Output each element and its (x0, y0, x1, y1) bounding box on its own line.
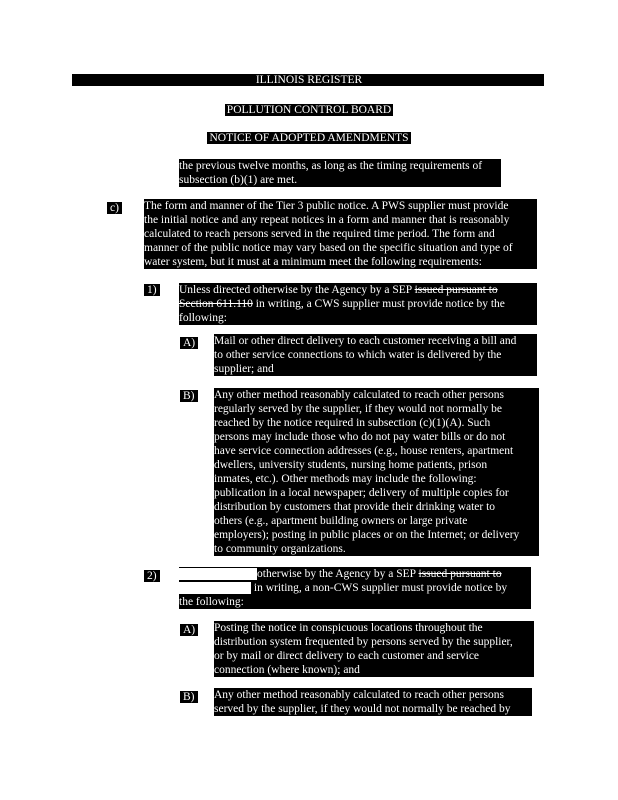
c-line: The form and manner of the Tier 3 public notice. A PWS supplier must provide (144, 200, 509, 212)
c-line: calculated to reach persons served in the required time period. The form and (144, 228, 495, 240)
c-paragraph (144, 199, 537, 269)
c1B-line: inmates, etc.). Other methods may include the following: (214, 473, 477, 485)
c1B-line: have service connection addresses (e.g., house renters, apartment (214, 445, 514, 457)
c2A-paragraph (214, 621, 534, 677)
c1B-line: dwellers, university students, nursing home patients, prison (214, 459, 488, 471)
c1A-line: to other service connections to which water is delivered by the (214, 349, 502, 361)
c-line: manner of the public notice may vary based on the specific situation and type of (144, 242, 513, 254)
c1B-marker: B) (180, 389, 198, 403)
c1B-line: employers); posting in public places or on the Internet; or delivery (214, 529, 520, 541)
c1B-line: regularly served by the supplier, if they would not normally be (214, 403, 502, 415)
redacted-gap (179, 582, 251, 594)
c1A-paragraph (214, 334, 537, 376)
c1A-marker: A) (180, 336, 198, 350)
c2A-marker: A) (180, 623, 198, 637)
c2A-line: connection (where known); and (214, 664, 360, 676)
c1B-line: distribution by customers that provide their drinking water to (214, 501, 496, 513)
c1-line2: Section 611.110 in writing, a CWS supplier must provide notice by the (179, 298, 505, 310)
c1A-line: Mail or other direct delivery to each customer receiving a bill and (214, 335, 517, 347)
c2-marker: 2) (144, 569, 160, 583)
board-title: POLLUTION CONTROL BOARD (226, 104, 392, 116)
c-line: water system, but it must at a minimum meet the following requirements: (144, 256, 482, 268)
c2B-line: Any other method reasonably calculated to reach other persons (214, 689, 504, 701)
c2A-line: Posting the notice in conspicuous locations throughout the (214, 622, 483, 634)
c1B-paragraph (214, 388, 539, 556)
c1-line1: Unless directed otherwise by the Agency by a SEP issued pursuant to (179, 284, 498, 296)
c1B-line: to community organizations. (214, 543, 346, 555)
c1B-line: persons may include those who do not pay water bills or do not (214, 431, 506, 443)
c-marker: c) (107, 201, 122, 215)
c1B-line: Any other method reasonably calculated to reach other persons (214, 389, 504, 401)
c2A-line: or by mail or direct delivery to each customer and service (214, 650, 480, 662)
c2-line1: otherwise by the Agency by a SEP issued pursuant to (179, 567, 531, 581)
c1A-line: supplier; and (214, 363, 274, 375)
c1-paragraph: Unless directed otherwise by the Agency by a SEP issued pursuant to Section 611.110 in writing, a CWS supplier must provide notice by the following: (179, 283, 537, 325)
c2B-marker: B) (180, 690, 198, 704)
c2-paragraph: otherwise by the Agency by a SEP issued pursuant to in writing, a non-CWS supplier must provide notice by the following: (179, 567, 531, 609)
c2B-paragraph (214, 688, 532, 716)
redacted-gap (179, 568, 257, 580)
c-line: the initial notice and any repeat notices in a form and manner that is reasonably (144, 214, 510, 226)
notice-title: NOTICE OF ADOPTED AMENDMENTS (209, 132, 409, 144)
c2-line2: in writing, a non-CWS supplier must provide notice by (179, 581, 531, 595)
c2B-line: served by the supplier, if they would not normally be reached by (214, 703, 511, 715)
continuation-paragraph: the previous twelve months, as long as the timing requirements of subsection (b)(1) are met. (179, 159, 501, 187)
c2A-line: distribution system frequented by persons served by the supplier, (214, 636, 513, 648)
c1B-line: publication in a local newspaper; delivery of multiple copies for (214, 487, 509, 499)
c1B-line: others (e.g., apartment building owners or large private (214, 515, 468, 527)
register-title: ILLINOIS REGISTER (255, 74, 363, 86)
c1B-line: reached by the notice required in subsection (c)(1)(A). Such (214, 417, 491, 429)
c1-marker: 1) (144, 283, 160, 297)
